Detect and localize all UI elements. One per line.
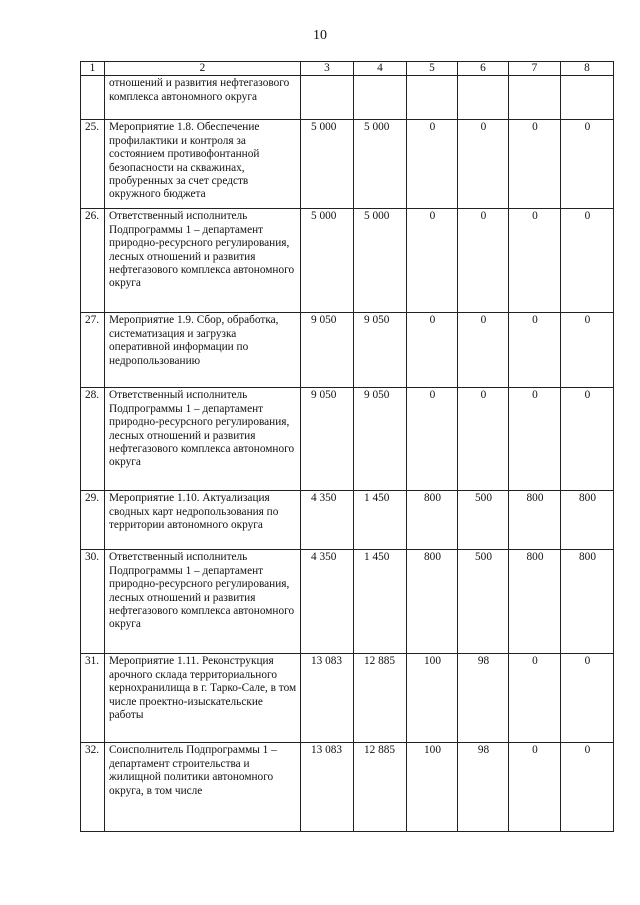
row-description: Мероприятие 1.11. Реконструкция арочного склада территориального кернохранилища в г. Тарко-Сале, в том числе проектно-изыскательские работы [105,654,301,743]
value-cell [407,76,458,120]
value-cell [509,76,561,120]
value-cell: 500 [458,491,509,550]
column-header: 7 [509,62,561,76]
row-number: 27. [81,313,105,388]
value-cell: 1 450 [354,550,407,654]
value-cell: 4 350 [301,550,354,654]
value-cell: 5 000 [301,120,354,209]
value-cell: 0 [509,209,561,313]
value-cell: 0 [509,388,561,491]
value-cell: 13 083 [301,654,354,743]
row-number: 25. [81,120,105,209]
value-cell: 5 000 [301,209,354,313]
value-cell: 800 [509,491,561,550]
column-header: 2 [105,62,301,76]
row-description: Мероприятие 1.10. Актуализация сводных карт недропользования по территории автономного округа [105,491,301,550]
value-cell: 0 [458,388,509,491]
column-header: 6 [458,62,509,76]
value-cell: 0 [458,120,509,209]
value-cell: 0 [509,313,561,388]
column-header: 3 [301,62,354,76]
value-cell: 100 [407,743,458,832]
value-cell: 0 [561,388,614,491]
row-number: 31. [81,654,105,743]
value-cell: 800 [561,491,614,550]
table-row [81,76,614,120]
value-cell: 0 [561,120,614,209]
table-row [81,550,614,654]
value-cell: 12 885 [354,743,407,832]
value-cell: 1 450 [354,491,407,550]
value-cell: 98 [458,654,509,743]
value-cell [458,76,509,120]
value-cell [561,76,614,120]
row-number: 32. [81,743,105,832]
value-cell: 800 [561,550,614,654]
value-cell: 12 885 [354,654,407,743]
value-cell: 5 000 [354,209,407,313]
value-cell: 0 [561,743,614,832]
value-cell: 98 [458,743,509,832]
value-cell: 800 [407,550,458,654]
value-cell: 0 [407,313,458,388]
value-cell: 100 [407,654,458,743]
page-number: 10 [313,28,327,43]
value-cell: 9 050 [354,388,407,491]
value-cell: 9 050 [354,313,407,388]
value-cell: 9 050 [301,313,354,388]
header-row [81,62,614,76]
row-number: 28. [81,388,105,491]
value-cell [354,76,407,120]
value-cell: 800 [407,491,458,550]
row-description: Мероприятие 1.9. Сбор, обработка, систематизация и загрузка оперативной информации по недропользованию [105,313,301,388]
value-cell: 0 [407,209,458,313]
value-cell: 0 [407,120,458,209]
value-cell: 9 050 [301,388,354,491]
table-row [81,313,614,388]
value-cell: 4 350 [301,491,354,550]
value-cell: 0 [458,209,509,313]
value-cell: 0 [509,743,561,832]
column-header: 5 [407,62,458,76]
row-description: отношений и развития нефтегазового комплекса автономного округа [105,76,301,120]
row-number: 30. [81,550,105,654]
column-header: 4 [354,62,407,76]
table-row [81,743,614,832]
row-description: Ответственный исполнитель Подпрограммы 1 – департамент природно-ресурсного регулирования, лесных отношений и развития нефтегазового комплекса автономного округа [105,388,301,491]
budget-table [80,61,614,832]
row-description: Мероприятие 1.8. Обеспечение профилактики и контроля за состоянием противофонтанной безопасности на скважинах, пробуренных за счет средств окружного бюджета [105,120,301,209]
value-cell: 0 [561,313,614,388]
row-description: Ответственный исполнитель Подпрограммы 1 – департамент природно-ресурсного регулирования, лесных отношений и развития нефтегазового комплекса автономного округа [105,550,301,654]
column-header: 1 [81,62,105,76]
value-cell: 500 [458,550,509,654]
value-cell: 0 [407,388,458,491]
value-cell: 13 083 [301,743,354,832]
value-cell: 0 [509,654,561,743]
value-cell: 800 [509,550,561,654]
value-cell: 5 000 [354,120,407,209]
table-row [81,491,614,550]
value-cell: 0 [509,120,561,209]
row-number: 26. [81,209,105,313]
table-row [81,120,614,209]
value-cell: 0 [561,654,614,743]
value-cell [301,76,354,120]
row-description: Соисполнитель Подпрограммы 1 – департамент строительства и жилищной политики автономного округа, в том числе [105,743,301,832]
row-description: Ответственный исполнитель Подпрограммы 1 – департамент природно-ресурсного регулирования, лесных отношений и развития нефтегазового комплекса автономного округа [105,209,301,313]
value-cell: 0 [458,313,509,388]
table-row [81,209,614,313]
table-row [81,388,614,491]
row-number: 29. [81,491,105,550]
table-row [81,654,614,743]
column-header: 8 [561,62,614,76]
value-cell: 0 [561,209,614,313]
row-number [81,76,105,120]
